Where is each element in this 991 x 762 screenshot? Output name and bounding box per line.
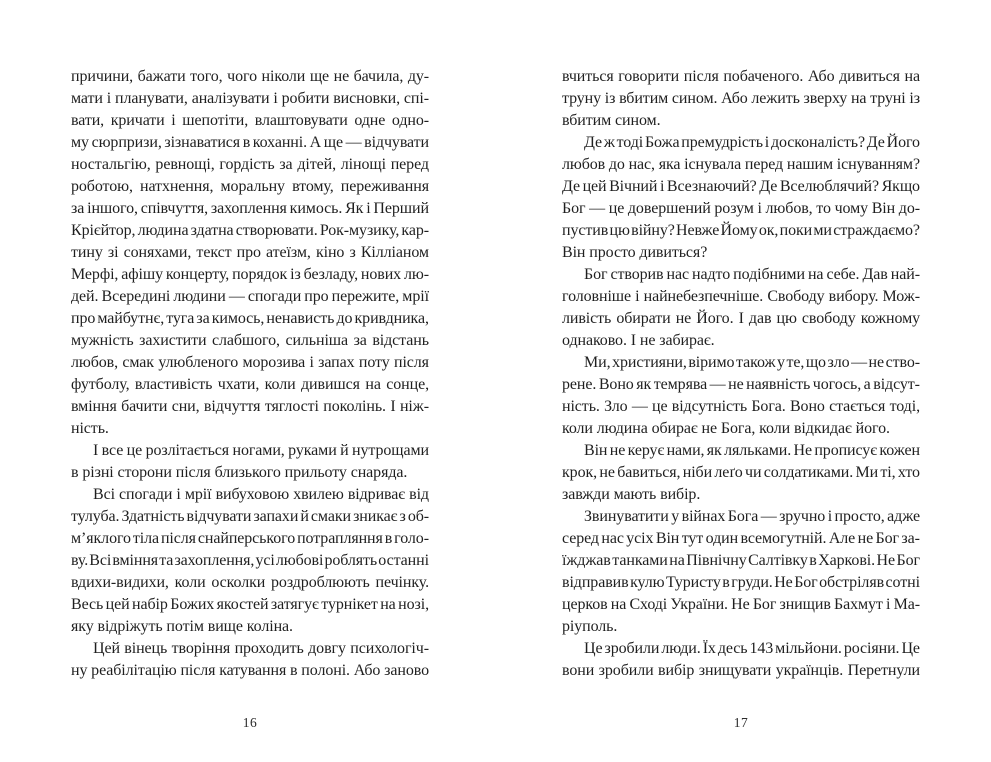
- text-line: Він не керує нами, як ляльками. Не прописує кожен: [584, 442, 920, 459]
- text-line: яку відріжуть потім вище коліна.: [71, 618, 293, 635]
- text-line: ностальгію, ревнощі, гордість за дітей, лінощі перед: [71, 156, 429, 173]
- text-line: роботою, натхнення, моральну втому, переживання: [71, 178, 429, 195]
- right-page-text: [562, 66, 920, 682]
- left-page-text: [71, 66, 429, 682]
- text-line: вони зробили вибір знищувати українців. Перетнули: [562, 662, 920, 679]
- text-line: пустив цю війну? Невже Йому ок, поки ми страждаємо?: [562, 222, 920, 239]
- text-line: коли людина обирає не Бога, коли відкидає його.: [562, 420, 890, 437]
- text-line: дей. Всередині людини — спогади про пережите, мрії: [71, 288, 429, 305]
- left-page: [71, 66, 429, 746]
- text-line: в різні сторони після близького прильоту снаряда.: [71, 464, 408, 481]
- text-line: Весь цей набір Божих якостей затягує турнікет на нозі,: [71, 596, 429, 613]
- text-line: рене. Воно як темрява — не наявність чогось, а відсут-: [562, 376, 920, 393]
- text-line: про майбутнє, туга за кимось, ненависть до кривдника,: [71, 310, 429, 327]
- text-line: труну із вбитим сином. Або лежить зверху на труні із: [562, 90, 920, 107]
- text-line: Ми, християни, віримо також у те, що зло — не ство-: [584, 354, 920, 371]
- text-line: Крієйтор, людина здатна створювати. Рок-музику, кар-: [71, 222, 429, 239]
- text-line: головніше і найнебезпечніше. Свободу вибору. Мож-: [562, 288, 920, 305]
- right-page-number: 17: [733, 715, 749, 730]
- text-line: Де ж тоді Божа премудрість і досконалість? Де Його: [584, 134, 920, 151]
- text-line: Цей вінець творіння проходить довгу психологіч-: [93, 640, 429, 657]
- text-line: їжджав танками на Північну Салтівку в Харкові. Не Бог: [562, 552, 920, 569]
- text-line: ність. Зло — це відсутність Бога. Воно стається тоді,: [562, 398, 920, 415]
- text-line: вміння бачити сни, відчуття тяглості поколінь. І ніж-: [71, 398, 429, 415]
- text-line: ність.: [71, 420, 109, 437]
- text-line: відправив кулю Туристу в груди. Не Бог обстріляв сотні: [562, 574, 920, 591]
- text-line: Бог — це довершений розум і любов, то чому Він до-: [562, 200, 920, 217]
- text-line: мати і планувати, аналізувати і робити висновки, спі-: [71, 90, 429, 107]
- text-line: Мерфі, афішу концерту, порядок із безладу, нових лю-: [71, 266, 429, 283]
- text-line: мужність захистити слабшого, сильніша за відстань: [71, 332, 429, 349]
- text-line: ріуполь.: [562, 618, 618, 635]
- text-line: церков на Сході України. Не Бог знищив Бахмут і Ма-: [562, 596, 920, 613]
- left-page-number: 16: [242, 715, 258, 730]
- text-line: Він просто дивиться?: [562, 244, 708, 261]
- text-line: крок, не бавиться, ніби леґо чи солдатиками. Ми ті, хто: [562, 464, 920, 481]
- text-line: ливість обирати не Його. І дав цю свободу кожному: [562, 310, 920, 327]
- text-line: Звинуватити у війнах Бога — зручно і просто, адже: [584, 508, 920, 525]
- text-line: му сюрпризи, зізнаватися в коханні. А ще — відчувати: [71, 134, 429, 151]
- right-page: [562, 66, 920, 746]
- text-line: І все це розлітається ногами, руками й нутрощами: [93, 442, 429, 459]
- text-line: м’яклого тіла після снайперського потрапляння в голо-: [71, 530, 429, 547]
- text-line: за іншого, співчуття, захоплення кимось. Як і Перший: [71, 200, 429, 217]
- text-line: вбитим сином.: [562, 112, 661, 129]
- text-line: любов до нас, яка існувала перед нашим існуванням?: [562, 156, 920, 173]
- text-line: вдихи-видихи, коли осколки роздроблюють печінку.: [71, 574, 429, 591]
- text-line: серед нас усіх Він тут один всемогутній. Але не Бог за-: [562, 530, 920, 547]
- text-line: Бог створив нас надто подібними на себе. Дав най-: [584, 266, 920, 283]
- text-line: ву. Всі вміння та захоплення, усі любові роблять останні: [71, 552, 429, 569]
- text-line: Всі спогади і мрії вибуховою хвилею відриває від: [93, 486, 429, 503]
- text-line: Це зробили люди. Їх десь 143 мільйони. росіяни. Це: [584, 640, 920, 657]
- text-line: футболу, властивість чхати, коли дивишся на сонце,: [71, 376, 429, 393]
- text-line: вчиться говорити після побаченого. Або дивиться на: [562, 68, 920, 85]
- text-line: тулуба. Здатність відчувати запахи й смаки зникає з об-: [71, 508, 429, 525]
- text-line: причини, бажати того, чого ніколи ще не бачила, ду-: [71, 68, 429, 85]
- text-line: любов, смак улюбленого морозива і запах поту після: [71, 354, 429, 371]
- text-line: вати, кричати і шепотіти, влаштовувати одне одно-: [71, 112, 429, 129]
- text-line: однаково. І не забирає.: [562, 332, 715, 349]
- text-line: Де цей Вічний і Всезнаючий? Де Вселюблячий? Якщо: [562, 178, 920, 195]
- text-line: завжди мають вибір.: [562, 486, 701, 503]
- text-line: ну реабілітацію після катування в полоні. Або заново: [71, 662, 429, 679]
- text-line: тину зі соняхами, текст про атеїзм, кіно з Кілліаном: [71, 244, 429, 261]
